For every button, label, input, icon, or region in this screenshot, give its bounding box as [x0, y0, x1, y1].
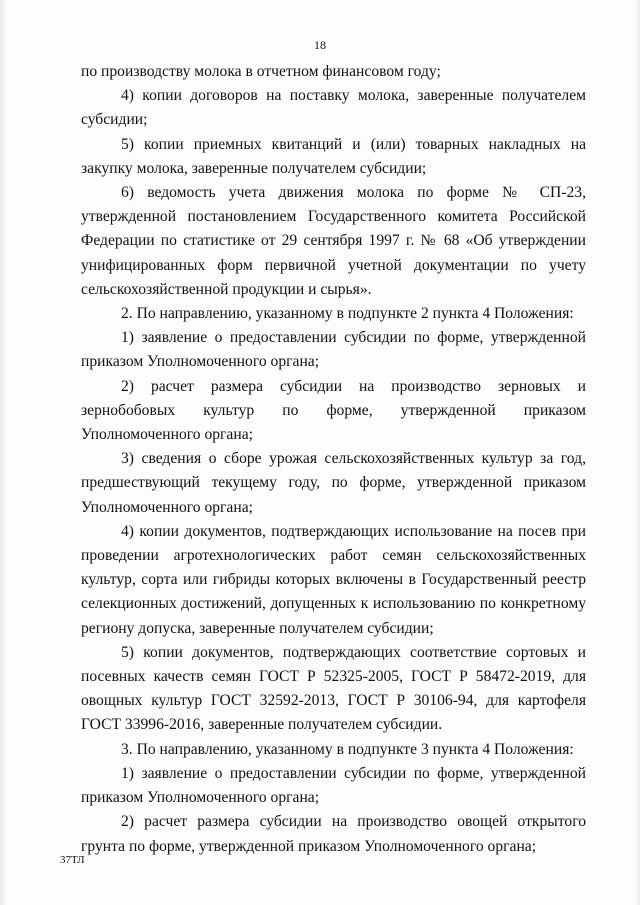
- paragraph: 4) копии договоров на поставку молока, заверенные получателем субсидии;: [81, 87, 586, 129]
- document-body: [81, 60, 586, 859]
- section-heading: 2. По направлению, указанному в подпункте 2 пункта 4 Положения:: [121, 305, 574, 323]
- page-number: 18: [314, 38, 326, 52]
- paragraph: 1) заявление о предоставлении субсидии по форме, утвержденной приказом Уполномоченного органа;: [81, 329, 586, 371]
- paragraph: 6) ведомость учета движения молока по форме № СП-23, утвержденной постановлением Государственного комитета Российской Федерации по статистике от 29 сентября 1997 г. № 68 «Об утверждении унифицированных форм первичной учетной документации по учету сельскохозяйственной продукции и сырья».: [81, 184, 586, 298]
- scan-edge-right: [634, 0, 640, 905]
- paragraph: 2) расчет размера субсидии на производство овощей открытого грунта по форме, утвержденной приказом Уполномоченного органа;: [81, 813, 586, 855]
- paragraph: 5) копии документов, подтверждающих соответствие сортовых и посевных качеств семян ГОСТ Р 52325-2005, ГОСТ Р 58472-2019, для овощных культур ГОСТ 32592-2013, ГОСТ Р 30106-94, для картофеля ГОСТ 33996-2016, заверенные получателем субсидии.: [81, 643, 586, 734]
- footer-document-code: 37ТЛ: [60, 854, 85, 866]
- paragraph: 2) расчет размера субсидии на производство зерновых и зернобобовых культур по форме, утвержденной приказом Уполномоченного органа;: [81, 377, 586, 444]
- paragraph: 5) копии приемных квитанций и (или) товарных накладных на закупку молока, заверенные получателем субсидии;: [81, 135, 586, 177]
- scan-edge-left: [0, 0, 8, 905]
- section-heading: 3. По направлению, указанному в подпункте 3 пункта 4 Положения:: [121, 740, 574, 758]
- paragraph: 3) сведения о сборе урожая сельскохозяйственных культур за год, предшествующий текущему году, по форме, утвержденной приказом Уполномоченного органа;: [81, 450, 586, 516]
- paragraph: по производству молока в отчетном финансовом году;: [81, 63, 441, 80]
- paragraph: 4) копии документов, подтверждающих использование на посев при проведении агротехнологических работ семян сельскохозяйственных культур, сорта или гибриды которых включены в Государственный реестр селекционных достижений, допущенных к использованию по конкретному региону допуска, заверенные получателем субсидии;: [81, 522, 586, 637]
- paragraph: 1) заявление о предоставлении субсидии по форме, утвержденной приказом Уполномоченного органа;: [81, 764, 586, 807]
